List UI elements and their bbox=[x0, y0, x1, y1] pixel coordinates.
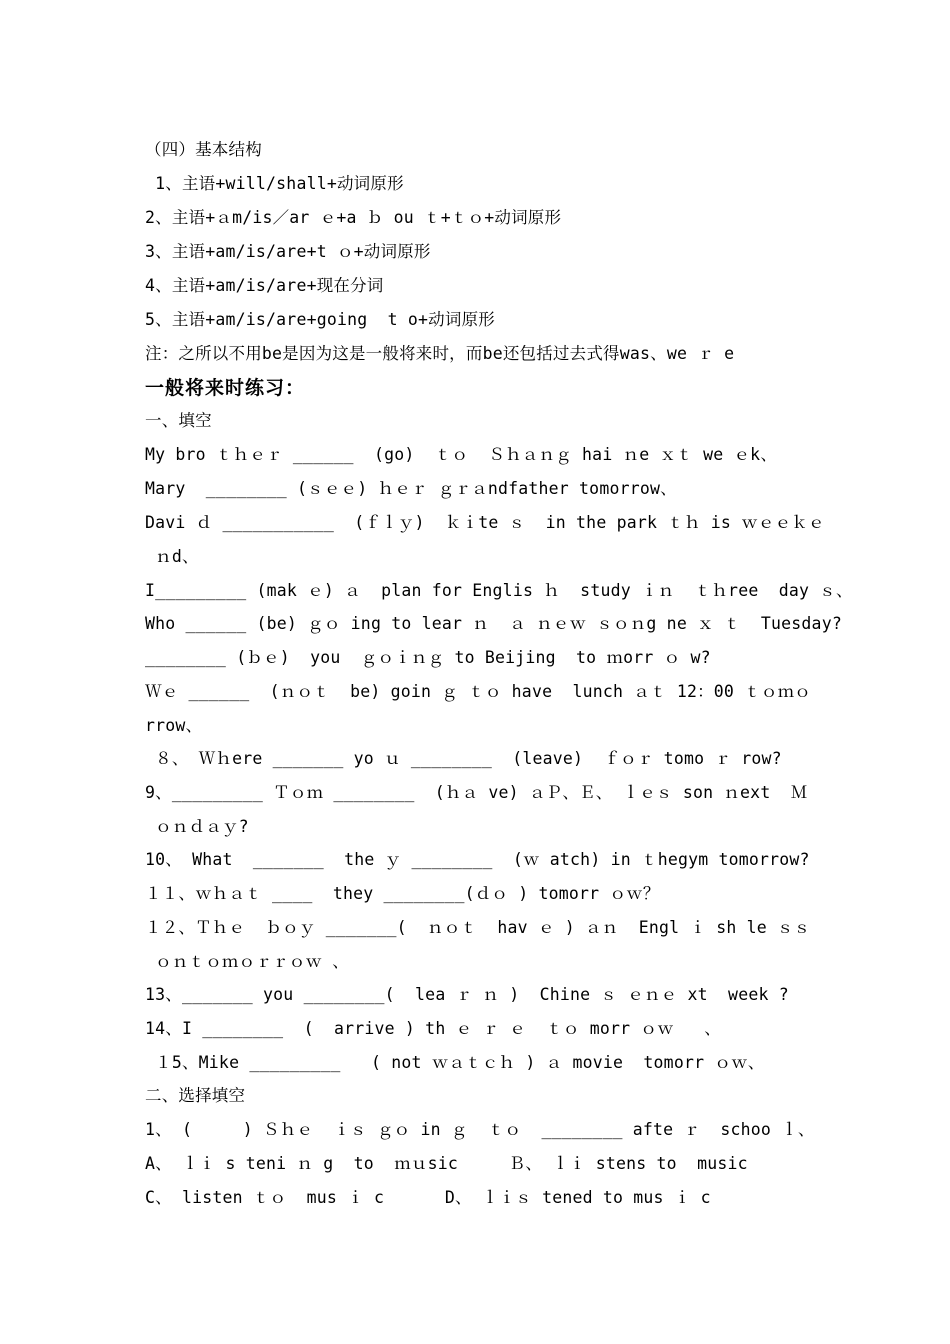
line-4: 4、主语+am/is/are+现在分词 bbox=[145, 276, 384, 295]
question-line: My bro ｔｈｅｒ ______ (go) ｔｏ Ｓｈａｎｇ hai ｎe ｘｔ we ｅk、 bbox=[145, 445, 778, 464]
question-line: Ｗｅ ______ (ｎｏｔ be) goin ｇ ｔｏ have lunch ａｔ 12：00 ｔｏｍｏ bbox=[145, 682, 811, 701]
question-line: 10、 What _______ the ｙ ________ (ｗ atch) in ｔhegym tomorrow? bbox=[145, 850, 810, 869]
question-line: Davi ｄ ___________ (ｆｌｙ) ｋｉte ｓ in the park ｔｈ is ｗｅｅｋｅ bbox=[145, 513, 825, 532]
question-line: ｏｎｄａｙ? bbox=[145, 817, 249, 836]
line-5: 5、主语+am/is/are+going t o+动词原形 bbox=[145, 310, 495, 329]
question-line: １5、Mike _________ ( not ｗａｔｃｈ ) ａ movie tomorr ｏｗ、 bbox=[145, 1053, 765, 1072]
choice-options: A、 ｌｉ s teni ｎ g to ｍｕsic Ｂ、 ｌｉ stens to music bbox=[145, 1154, 748, 1173]
line-3: 3、主语+am/is/are+t ｏ+动词原形 bbox=[145, 242, 431, 261]
question-line: I_________ (mak ｅ) ａ plan for Englis ｈ study ｉｎ ｔｈree day ｓ、 bbox=[145, 581, 853, 600]
section-heading: 一般将来时练习： bbox=[145, 377, 306, 399]
choice-options: C、 listen ｔｏ mus ｉ c D、 ｌｉｓ tened to mus ｉ c bbox=[145, 1188, 711, 1207]
line-1: 1、主语+will/shall+动词原形 bbox=[145, 174, 404, 193]
question-line: 14、I ________ ( arrive ) th ｅ ｒ ｅ ｔｏ morr ｏｗ 、 bbox=[145, 1019, 721, 1038]
question-line: 13、_______ you ________( lea ｒ ｎ ) Chine ｓ ｅｎｅ xt week ? bbox=[145, 985, 789, 1004]
question-line: Mary ________ (ｓｅｅ) ｈｅｒ ｇｒａndfather tomorrow、 bbox=[145, 479, 677, 498]
part-two-title: 二、选择填空 bbox=[145, 1086, 246, 1105]
question-line: ________ (ｂｅ) you ｇｏｉｎｇ to Beijing to ｍorr ｏ w? bbox=[145, 648, 711, 667]
part-one-title: 一、填空 bbox=[145, 411, 212, 430]
line-0: （四）基本结构 bbox=[145, 140, 262, 159]
question-line: ８、 Ｗｈere _______ yo ｕ ________ (leave) ｆｏｒ tomo ｒ row? bbox=[145, 749, 782, 768]
line-2: 2、主语+ａm/is／ar ｅ+a ｂ ou ｔ+ｔｏ+动词原形 bbox=[145, 208, 562, 227]
question-line: Who ______ (be) ｇｏ ing to lear ｎ ａ ｎｅｗ ｓｏｎg ne ｘ ｔ Tuesday? bbox=[145, 614, 842, 633]
question-line: １２、Ｔｈｅ ｂｏｙ _______( ｎｏｔ hav ｅ ) ａｎ Engl ｉ sh le ｓｓ bbox=[145, 918, 811, 937]
question-line: ｎd、 bbox=[145, 547, 199, 566]
choice-question: 1、 ( ) Ｓｈｅ ｉｓ ｇｏ in ｇ ｔｏ ________ afte ｒ schoo ｌ、 bbox=[145, 1120, 815, 1139]
question-line: １１、ｗｈａｔ ____ they ________(ｄｏ ) tomorr ｏｗ？ bbox=[145, 884, 660, 903]
question-line: 9、_________ Ｔｏｍ ________ (ｈａ ve) ａＰ、Ｅ、 ｌｅｓ son ｎext Ｍ bbox=[145, 783, 808, 802]
question-line: ｏｎｔｏｍｏｒｒｏｗ 、 bbox=[145, 952, 349, 971]
question-line: rrow、 bbox=[145, 716, 203, 735]
note-line: 注：之所以不用be是因为这是一般将来时，而be还包括过去式得was、we ｒ e bbox=[145, 344, 735, 363]
